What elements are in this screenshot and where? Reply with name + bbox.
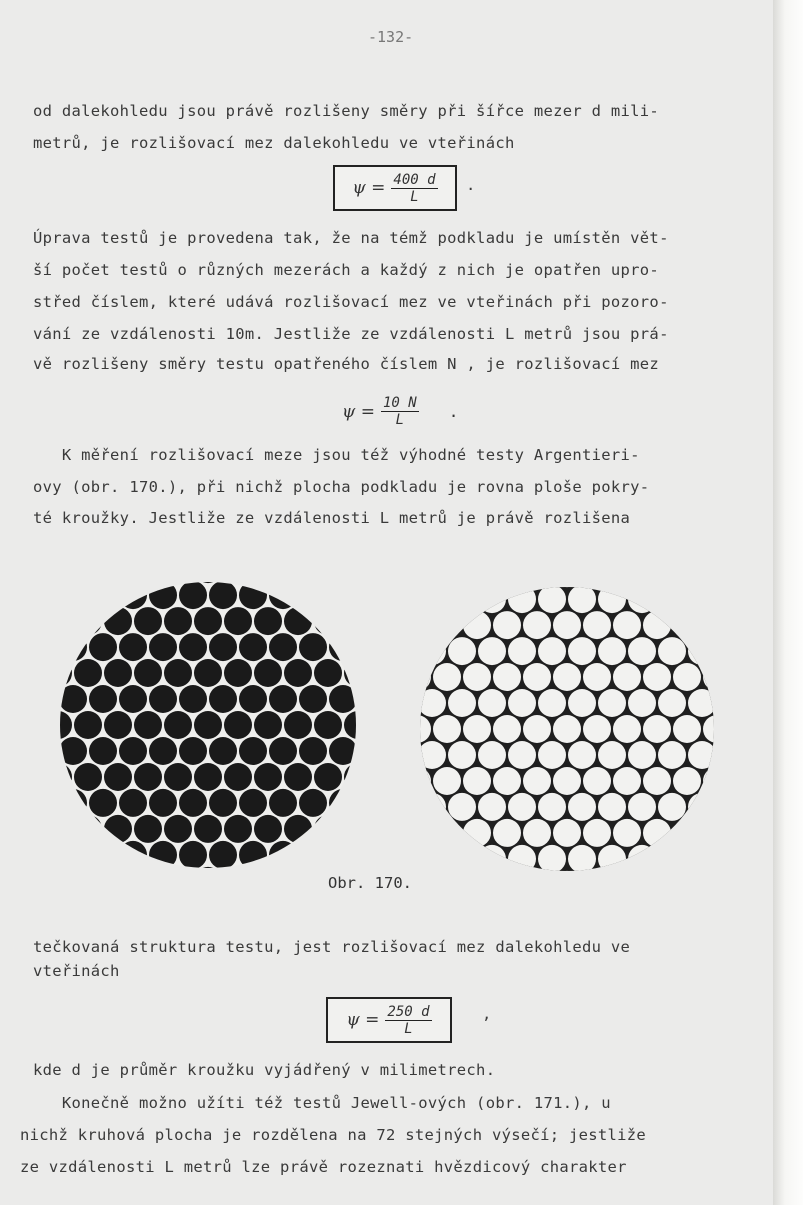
test-dot (418, 611, 431, 639)
test-dot (254, 711, 282, 739)
test-dot (418, 585, 446, 613)
test-dot (344, 867, 358, 870)
test-dot (179, 789, 207, 817)
para5-line-4: ze vzdálenosti L metrů lze právě rozeznati hvězdicový charakter (20, 1158, 627, 1176)
test-dot (179, 841, 207, 869)
test-dot (239, 737, 267, 765)
test-dot (329, 841, 357, 869)
test-dot (284, 763, 312, 791)
test-dot (553, 663, 581, 691)
test-dot (703, 871, 716, 873)
test-dot (59, 581, 87, 609)
test-dot (239, 789, 267, 817)
test-dot (314, 659, 342, 687)
test-dot (478, 637, 506, 665)
test-dot (613, 611, 641, 639)
test-dot (673, 611, 701, 639)
test-dot (164, 580, 192, 583)
test-dot (104, 711, 132, 739)
test-dot (553, 819, 581, 847)
test-dot (673, 715, 701, 743)
test-dot (598, 793, 626, 821)
test-dot (224, 607, 252, 635)
test-dot (463, 819, 491, 847)
test-dot (284, 607, 312, 635)
formula3-denominator: L (404, 1020, 413, 1037)
page-number: -132- (368, 28, 414, 46)
test-dot (74, 763, 102, 791)
test-dot (433, 663, 461, 691)
para2-line-2: ší počet testů o různých mezerách a každý z nich je opatřen upro- (33, 261, 660, 279)
test-dot (643, 585, 671, 587)
test-dot (508, 585, 536, 613)
para1-line-2: metrů, je rozlišovací mez dalekohledu ve vteřinách (33, 134, 515, 152)
test-dot (89, 633, 117, 661)
test-dot (658, 689, 686, 717)
test-dot (254, 607, 282, 635)
test-dot (224, 580, 252, 583)
test-dot (224, 659, 252, 687)
test-dot (463, 715, 491, 743)
test-dot (269, 841, 297, 869)
formula-2 (342, 395, 458, 428)
test-dot (59, 789, 87, 817)
test-dot (104, 815, 132, 843)
test-dot (613, 767, 641, 795)
test-dot (613, 871, 641, 873)
test-dot (149, 633, 177, 661)
test-dot (119, 789, 147, 817)
formula-box-3 (326, 997, 452, 1043)
test-dot (149, 841, 177, 869)
test-dot (433, 611, 461, 639)
test-dot (74, 607, 102, 635)
test-dot (448, 845, 476, 873)
para5-line-3: nichž kruhová plocha je rozdělena na 72 stejných výsečí; jestliže (20, 1126, 647, 1144)
test-dot (448, 793, 476, 821)
figure-caption: Obr. 170. (328, 874, 412, 892)
para3-line-3: té kroužky. Jestliže ze vzdálenosti L metrů je právě rozlišena (33, 509, 631, 527)
test-dot (703, 819, 716, 847)
test-dot (508, 637, 536, 665)
test-dot (493, 585, 521, 587)
test-dot (478, 585, 506, 613)
test-dot (194, 607, 222, 635)
test-dot (209, 581, 237, 609)
test-dot (194, 659, 222, 687)
test-dot (523, 715, 551, 743)
test-dot (658, 585, 686, 613)
formula1-trail: . (466, 176, 476, 194)
para4-line-2: vteřinách (33, 962, 120, 980)
test-dot (224, 815, 252, 843)
test-dot (194, 815, 222, 843)
test-dot (418, 819, 431, 847)
test-dot (553, 585, 581, 587)
test-dot (598, 741, 626, 769)
test-dot (59, 737, 87, 765)
formula2-lhs: ψ = (342, 401, 375, 422)
test-dot (224, 763, 252, 791)
test-dot (553, 611, 581, 639)
test-dot (583, 611, 611, 639)
test-dot (493, 715, 521, 743)
test-dot (538, 845, 566, 873)
test-dot (254, 867, 282, 870)
test-dot (493, 611, 521, 639)
test-dot (478, 845, 506, 873)
test-dot (314, 607, 342, 635)
test-dot (643, 767, 671, 795)
test-dot (523, 611, 551, 639)
test-dot (74, 659, 102, 687)
test-dot (418, 741, 446, 769)
test-dot (74, 867, 102, 870)
test-dot (448, 689, 476, 717)
test-dot (89, 841, 117, 869)
test-dot (134, 815, 162, 843)
test-dot (254, 659, 282, 687)
test-dot (164, 815, 192, 843)
test-dot (104, 607, 132, 635)
test-dot (284, 659, 312, 687)
test-dot (134, 763, 162, 791)
test-dot (104, 763, 132, 791)
test-dot (613, 663, 641, 691)
formula3-fraction (385, 1004, 431, 1037)
test-dot (448, 585, 476, 613)
test-dot (478, 793, 506, 821)
formula3-lhs: ψ = (346, 1010, 380, 1030)
test-dot (583, 715, 611, 743)
test-dot (209, 685, 237, 713)
formula-box-1 (333, 165, 457, 211)
test-dot (134, 580, 162, 583)
test-dot (553, 715, 581, 743)
test-dot (493, 663, 521, 691)
test-dot (269, 633, 297, 661)
test-dot (673, 585, 701, 587)
test-dot (568, 689, 596, 717)
test-dot (538, 689, 566, 717)
test-dot (508, 689, 536, 717)
test-dot (583, 871, 611, 873)
test-dot (433, 871, 461, 873)
test-dot (493, 767, 521, 795)
test-dot (314, 580, 342, 583)
test-dot (254, 815, 282, 843)
test-dot (209, 841, 237, 869)
test-dot (673, 663, 701, 691)
test-dot (658, 845, 686, 873)
test-dot (194, 763, 222, 791)
test-dot (89, 685, 117, 713)
test-dot (239, 633, 267, 661)
test-dot (254, 580, 282, 583)
test-dot (418, 689, 446, 717)
test-dot (703, 585, 716, 587)
test-dot (628, 637, 656, 665)
test-dot (478, 741, 506, 769)
test-dot (688, 585, 716, 613)
test-dot (344, 580, 358, 583)
para2-line-1: Úprava testů je provedena tak, že na témž podkladu je umístěn vět- (33, 229, 669, 247)
test-dot (463, 585, 491, 587)
test-dot (164, 763, 192, 791)
test-dot (119, 581, 147, 609)
test-dot (104, 659, 132, 687)
test-dot (418, 585, 431, 587)
test-dot (463, 663, 491, 691)
test-dot (448, 637, 476, 665)
formula3-trail: , (482, 1005, 492, 1023)
formula1-lhs: ψ = (352, 178, 386, 198)
test-dot (119, 841, 147, 869)
test-dot (433, 767, 461, 795)
test-dot (209, 633, 237, 661)
test-dot (164, 607, 192, 635)
para5-line-1: kde d je průměr kroužku vyjádřený v milimetrech. (33, 1061, 496, 1079)
test-dot (433, 585, 461, 587)
test-dot (418, 637, 446, 665)
test-dot (269, 581, 297, 609)
test-dot (643, 819, 671, 847)
test-dot (553, 871, 581, 873)
test-dot (119, 633, 147, 661)
test-dot (538, 741, 566, 769)
test-dot (74, 711, 102, 739)
test-dot (568, 585, 596, 613)
test-dot (418, 845, 446, 873)
test-dot (613, 819, 641, 847)
test-dot (299, 789, 327, 817)
test-dot (418, 871, 431, 873)
test-dot (673, 819, 701, 847)
test-dot (299, 841, 327, 869)
test-dot (179, 581, 207, 609)
formula1-numerator: 400 d (393, 171, 436, 188)
test-dot (284, 711, 312, 739)
test-dot (179, 685, 207, 713)
test-dot (104, 580, 132, 583)
formula1-denominator: L (410, 188, 419, 205)
test-dot (598, 845, 626, 873)
test-dot (149, 789, 177, 817)
argentieri-test-positive (58, 580, 358, 870)
test-dot (463, 767, 491, 795)
test-dot (583, 819, 611, 847)
test-dot (269, 737, 297, 765)
test-dot (329, 633, 357, 661)
test-dot (119, 737, 147, 765)
test-dot (194, 711, 222, 739)
test-dot (523, 819, 551, 847)
test-dot (119, 685, 147, 713)
test-dot (583, 663, 611, 691)
test-dot (688, 637, 716, 665)
test-dot (433, 819, 461, 847)
test-dot (269, 789, 297, 817)
test-dot (58, 580, 72, 583)
test-dot (433, 715, 461, 743)
test-dot (104, 867, 132, 870)
test-dot (299, 685, 327, 713)
para2-line-4: vání ze vzdálenosti 10m. Jestliže ze vzdálenosti L metrů jsou prá- (33, 325, 669, 343)
test-dot (284, 815, 312, 843)
formula1-fraction (391, 172, 437, 205)
test-dot (329, 737, 357, 765)
test-dot (418, 793, 446, 821)
para2-line-3: střed číslem, které udává rozlišovací mez ve vteřinách při pozoro- (33, 293, 669, 311)
test-dot (568, 845, 596, 873)
test-dot (703, 611, 716, 639)
test-dot (149, 685, 177, 713)
test-dot (164, 711, 192, 739)
test-dot (344, 607, 358, 635)
test-dot (58, 815, 72, 843)
test-dot (134, 867, 162, 870)
test-dot (89, 789, 117, 817)
test-dot (658, 741, 686, 769)
test-dot (314, 815, 342, 843)
argentieri-test-negative (418, 585, 716, 873)
test-dot (508, 845, 536, 873)
test-dot (568, 793, 596, 821)
test-dot (673, 871, 701, 873)
test-dot (553, 767, 581, 795)
test-dot (59, 841, 87, 869)
test-dot (314, 867, 342, 870)
test-dot (134, 607, 162, 635)
test-dot (568, 637, 596, 665)
test-dot (329, 581, 357, 609)
test-dot (658, 793, 686, 821)
test-dot (643, 611, 671, 639)
test-dot (89, 581, 117, 609)
test-dot (493, 871, 521, 873)
test-dot (688, 845, 716, 873)
test-dot (254, 763, 282, 791)
test-dot (284, 580, 312, 583)
test-dot (149, 737, 177, 765)
test-dot (134, 711, 162, 739)
test-dot (269, 685, 297, 713)
test-dot (463, 611, 491, 639)
test-dot (628, 585, 656, 613)
test-dot (643, 715, 671, 743)
test-dot (179, 737, 207, 765)
test-dot (299, 581, 327, 609)
test-dot (598, 689, 626, 717)
para4-line-1: tečkovaná struktura testu, jest rozlišovací mez dalekohledu ve (33, 938, 631, 956)
test-dot (523, 663, 551, 691)
test-dot (134, 659, 162, 687)
test-dot (314, 763, 342, 791)
test-dot (688, 793, 716, 821)
test-dot (598, 585, 626, 613)
test-dot (299, 633, 327, 661)
para3-line-1: K měření rozlišovací meze jsou též výhodné testy Argentieri- (33, 446, 640, 464)
test-dot (59, 633, 87, 661)
test-dot (329, 789, 357, 817)
test-dot (164, 659, 192, 687)
test-dot (508, 741, 536, 769)
page-edge (773, 0, 803, 1205)
para1-line-1: od dalekohledu jsou právě rozlišeny směry při šířce mezer d mili- (33, 102, 660, 120)
test-dot (329, 685, 357, 713)
para5-line-2: Konečně možno užíti též testů Jewell-ových (obr. 171.), u (33, 1094, 611, 1112)
test-dot (658, 637, 686, 665)
formula2-numerator: 10 N (382, 395, 417, 411)
test-dot (164, 867, 192, 870)
test-dot (59, 685, 87, 713)
test-dot (628, 845, 656, 873)
test-dot (643, 663, 671, 691)
test-dot (299, 737, 327, 765)
test-dot (493, 819, 521, 847)
test-dot (538, 585, 566, 613)
test-dot (673, 767, 701, 795)
test-dot (74, 580, 102, 583)
test-dot (538, 793, 566, 821)
test-dot (448, 741, 476, 769)
test-dot (209, 789, 237, 817)
test-dot (149, 581, 177, 609)
test-dot (613, 585, 641, 587)
test-dot (463, 871, 491, 873)
test-dot (314, 711, 342, 739)
test-dot (598, 637, 626, 665)
test-dot (688, 689, 716, 717)
test-dot (284, 867, 312, 870)
formula2-fraction (381, 395, 419, 428)
test-dot (239, 581, 267, 609)
test-dot (628, 793, 656, 821)
test-dot (568, 741, 596, 769)
test-dot (224, 867, 252, 870)
test-dot (628, 741, 656, 769)
test-dot (508, 793, 536, 821)
formula2-denominator: L (395, 412, 405, 428)
test-dot (179, 633, 207, 661)
test-dot (58, 607, 72, 635)
test-dot (239, 685, 267, 713)
test-dot (478, 689, 506, 717)
formula2-trail: . (448, 402, 459, 421)
test-dot (209, 737, 237, 765)
test-dot (523, 767, 551, 795)
test-dot (523, 871, 551, 873)
para2-line-5: vě rozlišeny směry testu opatřeného číslem N , je rozlišovací mez (33, 355, 660, 373)
test-dot (74, 815, 102, 843)
test-dot (224, 711, 252, 739)
test-dot (239, 841, 267, 869)
test-dot (688, 741, 716, 769)
test-dot (58, 867, 72, 870)
test-dot (538, 637, 566, 665)
test-dot (613, 715, 641, 743)
test-dot (628, 689, 656, 717)
test-dot (583, 767, 611, 795)
formula3-numerator: 250 d (387, 1003, 430, 1020)
test-dot (344, 815, 358, 843)
para3-line-2: ovy (obr. 170.), při nichž plocha podkladu je rovna ploše pokry- (33, 478, 650, 496)
test-dot (583, 585, 611, 587)
test-dot (643, 871, 671, 873)
test-dot (89, 737, 117, 765)
test-dot (523, 585, 551, 587)
